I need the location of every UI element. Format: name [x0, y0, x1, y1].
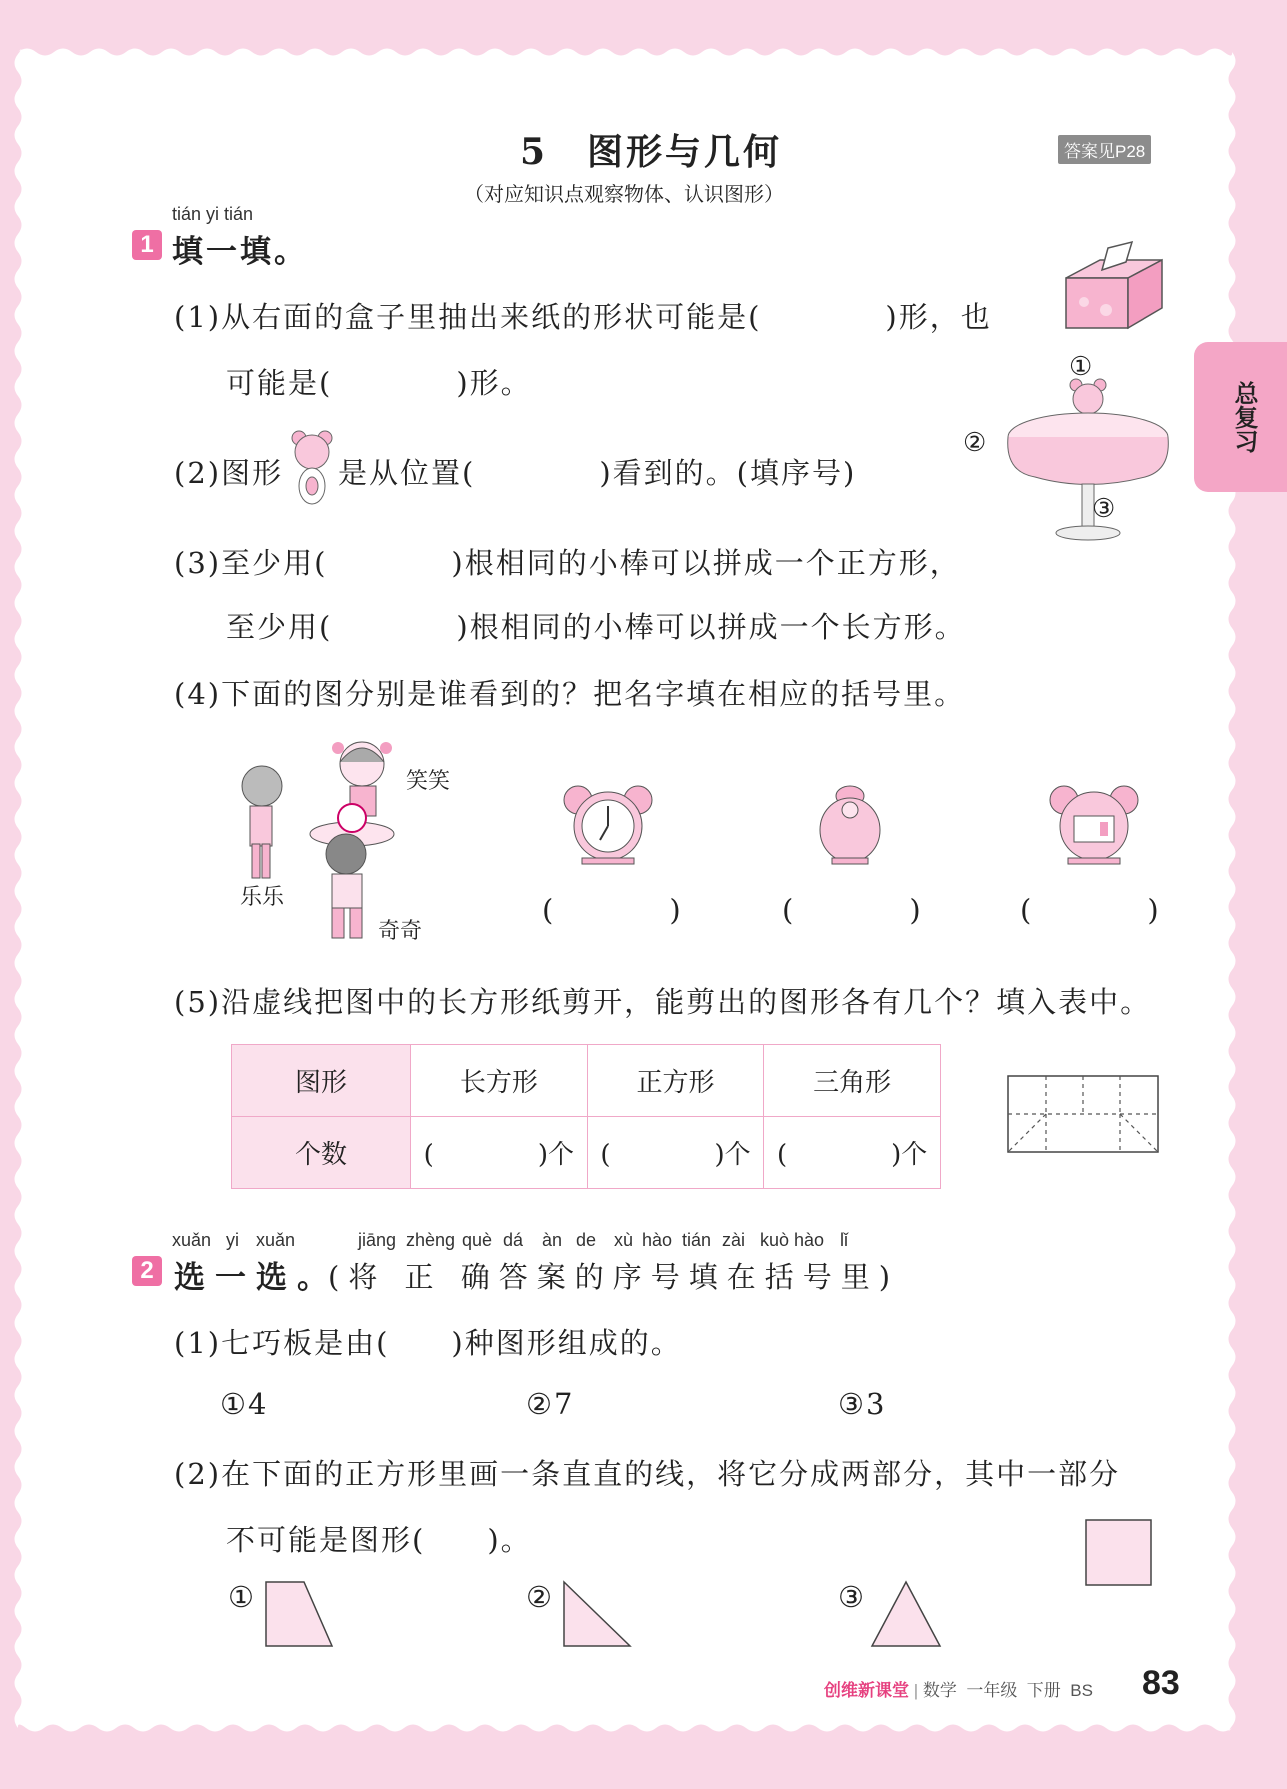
s2-q2-line2: 不可能是图形( )。	[226, 1523, 532, 1557]
bear-back-view-icon	[290, 426, 334, 508]
section1-title: 填一填。	[172, 234, 308, 270]
s1-q2-text-b: 是从位置( )看到的。(填序号)	[338, 456, 857, 490]
answer-blank-clock-side[interactable]: ( )	[782, 893, 921, 927]
pinyin-syllable: xuǎn	[172, 1230, 212, 1250]
footer-meta: 创维新课堂 | 数学 一年级 下册 BS	[824, 1681, 1093, 1700]
section2-number: 2	[132, 1256, 162, 1286]
right-triangle-shape	[562, 1580, 634, 1650]
s2-q2-line1: (2)在下面的正方形里画一条直直的线，将它分成两部分，其中一部分	[174, 1457, 1121, 1491]
footer-subject: 数学	[922, 1681, 957, 1700]
s1-q3-line1: (3)至少用( )根相同的小棒可以拼成一个正方形，	[174, 546, 961, 580]
table-header-rectangle: 长方形	[411, 1045, 588, 1117]
pinyin-syllable: zài	[722, 1230, 746, 1250]
name-label-lele: 乐乐	[240, 885, 285, 910]
pinyin-syllable: què	[462, 1230, 493, 1250]
page-number: 83	[1142, 1664, 1180, 1702]
side-tab-review[interactable]: 总复习	[1194, 342, 1287, 492]
name-label-xiaoxiao: 笑笑	[406, 769, 451, 794]
pinyin-syllable: dá	[503, 1230, 524, 1250]
cut-rectangle-diagram	[1006, 1074, 1162, 1156]
section2-title-note: (将 正 确答案的序号填在括号里)	[328, 1260, 900, 1294]
pinyin-syllable: de	[576, 1230, 597, 1250]
table-header-triangle: 三角形	[764, 1045, 941, 1117]
page-subtitle: （对应知识点观察物体、认识图形）	[464, 182, 784, 206]
s1-q2-text-a: (2)图形	[174, 456, 284, 490]
pinyin-syllable: kuò	[760, 1230, 790, 1250]
answer-reference-badge: 答案见P28	[1058, 135, 1151, 164]
pinyin-syllable: lǐ	[840, 1230, 848, 1250]
s1-q4-text: (4)下面的图分别是谁看到的？把名字填在相应的括号里。	[174, 677, 966, 711]
s2-q2-option-1[interactable]: ①	[228, 1580, 256, 1614]
s2-q1-option-2[interactable]: ②7	[526, 1387, 575, 1421]
position-label-2: ②	[963, 428, 987, 458]
footer-edition: BS	[1070, 1681, 1093, 1700]
s2-q1-text: (1)七巧板是由( )种图形组成的。	[174, 1326, 682, 1360]
section2-pinyin	[172, 1230, 872, 1254]
s1-q1-line1: (1)从右面的盒子里抽出来纸的形状可能是( )形，也	[174, 300, 992, 334]
table-header-square: 正方形	[587, 1045, 764, 1117]
footer-grade: 一年级	[966, 1681, 1018, 1700]
triangle-shape	[870, 1580, 942, 1650]
pinyin-syllable: yi	[226, 1230, 239, 1250]
table-cell-triangle-count[interactable]: ( )个	[764, 1117, 941, 1189]
pinyin-syllable: xù	[614, 1230, 634, 1250]
table-header-shape: 图形	[232, 1045, 411, 1117]
s2-q2-option-3[interactable]: ③	[838, 1580, 866, 1614]
section2-title: 选一选。	[174, 1260, 338, 1296]
name-label-qiqi: 奇奇	[378, 919, 423, 944]
tissue-box-picture	[1058, 240, 1170, 334]
section1-pinyin: tián yi tián	[172, 204, 254, 224]
s1-q5-text: (5)沿虚线把图中的长方形纸剪开，能剪出的图形各有几个？填入表中。	[174, 985, 1152, 1019]
section1-number: 1	[132, 230, 162, 260]
pinyin-syllable: xuǎn	[256, 1230, 296, 1250]
square-to-divide-shape	[1084, 1518, 1154, 1588]
s2-q2-option-2[interactable]: ②	[526, 1580, 554, 1614]
clock-side-view-icon	[816, 782, 884, 866]
s2-q1-option-3[interactable]: ③3	[838, 1387, 887, 1421]
pinyin-syllable: hào	[642, 1230, 673, 1250]
clock-back-view-icon	[1046, 782, 1142, 866]
s1-q1-line2: 可能是( )形。	[226, 366, 532, 400]
footer-brand: 创维新课堂	[824, 1681, 909, 1700]
position-label-1: ①	[1069, 352, 1093, 382]
clock-front-view-icon	[560, 782, 656, 866]
pinyin-syllable: jiāng	[358, 1230, 397, 1250]
pinyin-syllable: àn	[542, 1230, 563, 1250]
answer-blank-clock-front[interactable]: ( )	[542, 893, 681, 927]
pinyin-syllable: tián	[682, 1230, 712, 1250]
table-cell-square-count[interactable]: ( )个	[587, 1117, 764, 1189]
table-cell-rectangle-count[interactable]: ( )个	[411, 1117, 588, 1189]
answer-blank-clock-back[interactable]: ( )	[1020, 893, 1159, 927]
s1-q3-line2: 至少用( )根相同的小棒可以拼成一个长方形。	[226, 610, 966, 644]
pinyin-syllable: hào	[794, 1230, 825, 1250]
page-title: 5 图形与几何	[520, 131, 783, 173]
table-row-label-count: 个数	[232, 1117, 411, 1189]
position-label-3: ③	[1092, 494, 1116, 524]
pinyin-syllable: zhèng	[406, 1230, 456, 1250]
s2-q1-option-1[interactable]: ①4	[220, 1387, 269, 1421]
footer-term: 下册	[1026, 1681, 1061, 1700]
shape-count-table	[231, 1044, 941, 1189]
trapezoid-shape	[264, 1580, 336, 1650]
